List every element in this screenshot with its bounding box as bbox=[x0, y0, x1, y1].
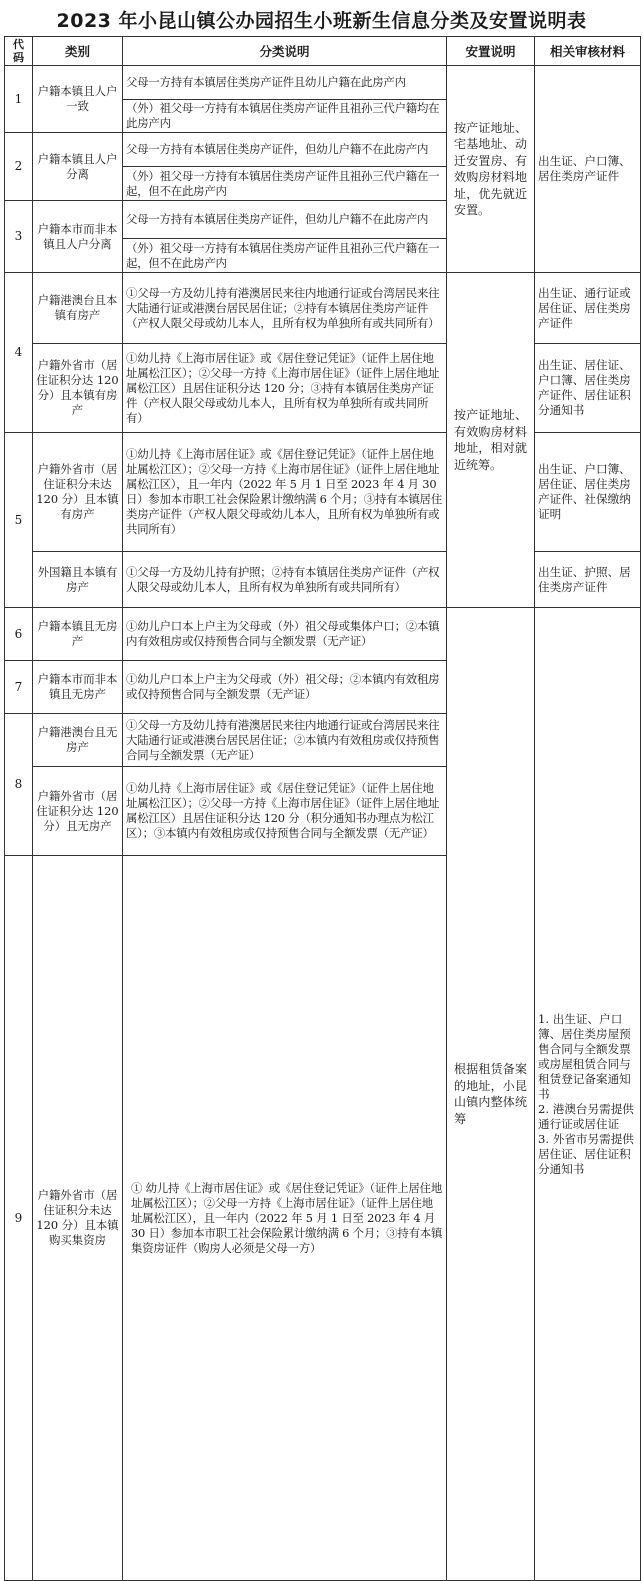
header-category: 类别 bbox=[33, 37, 123, 66]
table-row bbox=[5, 552, 641, 608]
placement-note: 根据租赁备案的地址，小昆山镇内整体统筹 bbox=[447, 608, 535, 1581]
placement-note: 按产证地址、宅基地址、动迁安置房、有效购房材料地址，优先就近安置。 bbox=[447, 66, 535, 273]
row-code: 1 bbox=[5, 66, 33, 133]
row-category: 户籍本市而非本镇且无房产 bbox=[33, 661, 123, 714]
page-title: 2023 年小昆山镇公办园招生小班新生信息分类及安置说明表 bbox=[56, 10, 587, 32]
row-description: ①幼儿户口本上户主为父母或（外）祖父母；②本镇内有效租房或仅持预售合同与全额发票（无产证） bbox=[123, 661, 447, 714]
row-description: ① 幼儿持《上海市居住证》或《居住登记凭证》（证件上居住地址属松江区）；②父母一方持《上海市居住证》（证件上居住地址属松江区），且一年内（2022 年 5 月 1 日至 2023 年 4 月 30 日）参加本市职工社会保险累计缴纳满 6 个月；③持有本镇集资房证件（购房人必须是父母一方） bbox=[123, 856, 447, 1581]
row-description: ①父母一方及幼儿持有港澳居民来往内地通行证或台湾居民来往大陆通行证或港澳台居民居住证；②本镇内有效租房或仅持预售合同与全额发票（无产证） bbox=[123, 714, 447, 767]
materials-note: 出生证、护照、居住类房产证件 bbox=[535, 552, 641, 608]
row-category: 户籍本市而非本镇且人户分离 bbox=[33, 201, 123, 273]
row-category: 户籍港澳台且本镇有房产 bbox=[33, 273, 123, 344]
row-description: （外）祖父母一方持有本镇居住类房产证件且祖孙三代户籍在一起，但不在此房产内 bbox=[123, 239, 447, 273]
row-category: 户籍港澳台且无房产 bbox=[33, 714, 123, 767]
table-row bbox=[5, 608, 641, 661]
row-category: 户籍本镇且人户分离 bbox=[33, 133, 123, 201]
materials-note: 出生证、通行证或居住证、居住类房产证件 bbox=[535, 273, 641, 344]
row-category: 户籍外省市（居住证积分未达 120 分）且本镇购买集资房 bbox=[33, 856, 123, 1581]
row-code: 9 bbox=[5, 856, 33, 1581]
row-category: 户籍外省市（居住证积分达 120 分）且无房产 bbox=[33, 767, 123, 856]
row-code: 5 bbox=[5, 433, 33, 608]
row-description: ①幼儿户口本上户主为父母或（外）祖父母或集体户口；②本镇内有效租房或仅持预售合同与全额发票（无产证） bbox=[123, 608, 447, 661]
table-row bbox=[5, 66, 641, 100]
table-row bbox=[5, 344, 641, 433]
row-category: 户籍本镇且无房产 bbox=[33, 608, 123, 661]
row-description: ①父母一方及幼儿持有护照；②持有本镇居住类房产证件（产权人限父母或幼儿本人，且所有权为单独所有或共同所有） bbox=[123, 552, 447, 608]
row-description: ①幼儿持《上海市居住证》或《居住登记凭证》（证件上居住地址属松江区）；②父母一方持《上海市居住证》（证件上居住地址属松江区），且一年内（2022 年 5 月 1 日至 2023 年 4 月 30 日）参加本市职工社会保险累计缴纳满 6 个月；③持有本镇居住类房产证件（产权人限父母或幼儿本人，且所有权为单独所有或共同所有） bbox=[123, 433, 447, 552]
row-code: 4 bbox=[5, 273, 33, 433]
header-row bbox=[5, 37, 641, 66]
header-code: 代码 bbox=[5, 37, 33, 66]
placement-note: 按产证地址、有效购房材料地址，相对就近统筹。 bbox=[447, 273, 535, 608]
row-description: 父母一方持有本镇居住类房产证件且幼儿户籍在此房产内 bbox=[123, 66, 447, 100]
row-code: 8 bbox=[5, 714, 33, 856]
header-placement: 安置说明 bbox=[447, 37, 535, 66]
row-code: 6 bbox=[5, 608, 33, 661]
row-description: 父母一方持有本镇居住类房产证件，但幼儿户籍不在此房产内 bbox=[123, 133, 447, 167]
row-code: 7 bbox=[5, 661, 33, 714]
placement-table bbox=[4, 36, 641, 1581]
row-description: （外）祖父母一方持有本镇居住类房产证件且祖孙三代户籍在一起，但不在此房产内 bbox=[123, 167, 447, 201]
row-description: ①幼儿持《上海市居住证》或《居住登记凭证》（证件上居住地址属松江区）；②父母一方持《上海市居住证》（证件上居住地址属松江区）且居住证积分达 120 分（积分通知书办理点为松江区）；③本镇内有效租房或仅持预售合同与全额发票（无产证） bbox=[123, 767, 447, 856]
materials-note: 出生证、居住证、户口簿、居住类房产证件、居住证积分通知书 bbox=[535, 344, 641, 433]
header-materials: 相关审核材料 bbox=[535, 37, 641, 66]
row-description: 父母一方持有本镇居住类房产证件，但幼儿户籍不在此房产内 bbox=[123, 201, 447, 239]
row-category: 户籍本镇且人户一致 bbox=[33, 66, 123, 133]
row-category: 户籍外省市（居住证积分未达 120 分）且本镇有房产 bbox=[33, 433, 123, 552]
table-row bbox=[5, 273, 641, 344]
row-description: ①幼儿持《上海市居住证》或《居住登记凭证》（证件上居住地址属松江区）；②父母一方持《上海市居住证》（证件上居住地址属松江区）且居住证积分达 120 分；③持有本镇居住类房产证件（产权人限父母或幼儿本人，且所有权为单独所有或共同所有） bbox=[123, 344, 447, 433]
materials-note: 出生证、户口簿、居住类房产证件 bbox=[535, 66, 641, 273]
row-category: 外国籍且本镇有房产 bbox=[33, 552, 123, 608]
table-row bbox=[5, 433, 641, 552]
materials-note: 1. 出生证、户口簿、居住类房屋预售合同与全额发票或房屋租赁合同与租赁登记备案通知书 2. 港澳台另需提供通行证或居住证 3. 外省市另需提供居住证、居住证积分通知书 bbox=[535, 608, 641, 1581]
materials-note: 出生证、户口簿、居住证、居住类房产证件、社保缴纳证明 bbox=[535, 433, 641, 552]
row-code: 3 bbox=[5, 201, 33, 273]
row-description: ①父母一方及幼儿持有港澳居民来往内地通行证或台湾居民来往大陆通行证或港澳台居民居住证；②持有本镇居住类房产证件（产权人限父母或幼儿本人，且所有权为单独所有或共同所有） bbox=[123, 273, 447, 344]
header-description: 分类说明 bbox=[123, 37, 447, 66]
row-category: 户籍外省市（居住证积分达 120 分）且本镇有房产 bbox=[33, 344, 123, 433]
row-code: 2 bbox=[5, 133, 33, 201]
row-description: （外）祖父母一方持有本镇居住类房产证件且祖孙三代户籍均在此房产内 bbox=[123, 100, 447, 133]
